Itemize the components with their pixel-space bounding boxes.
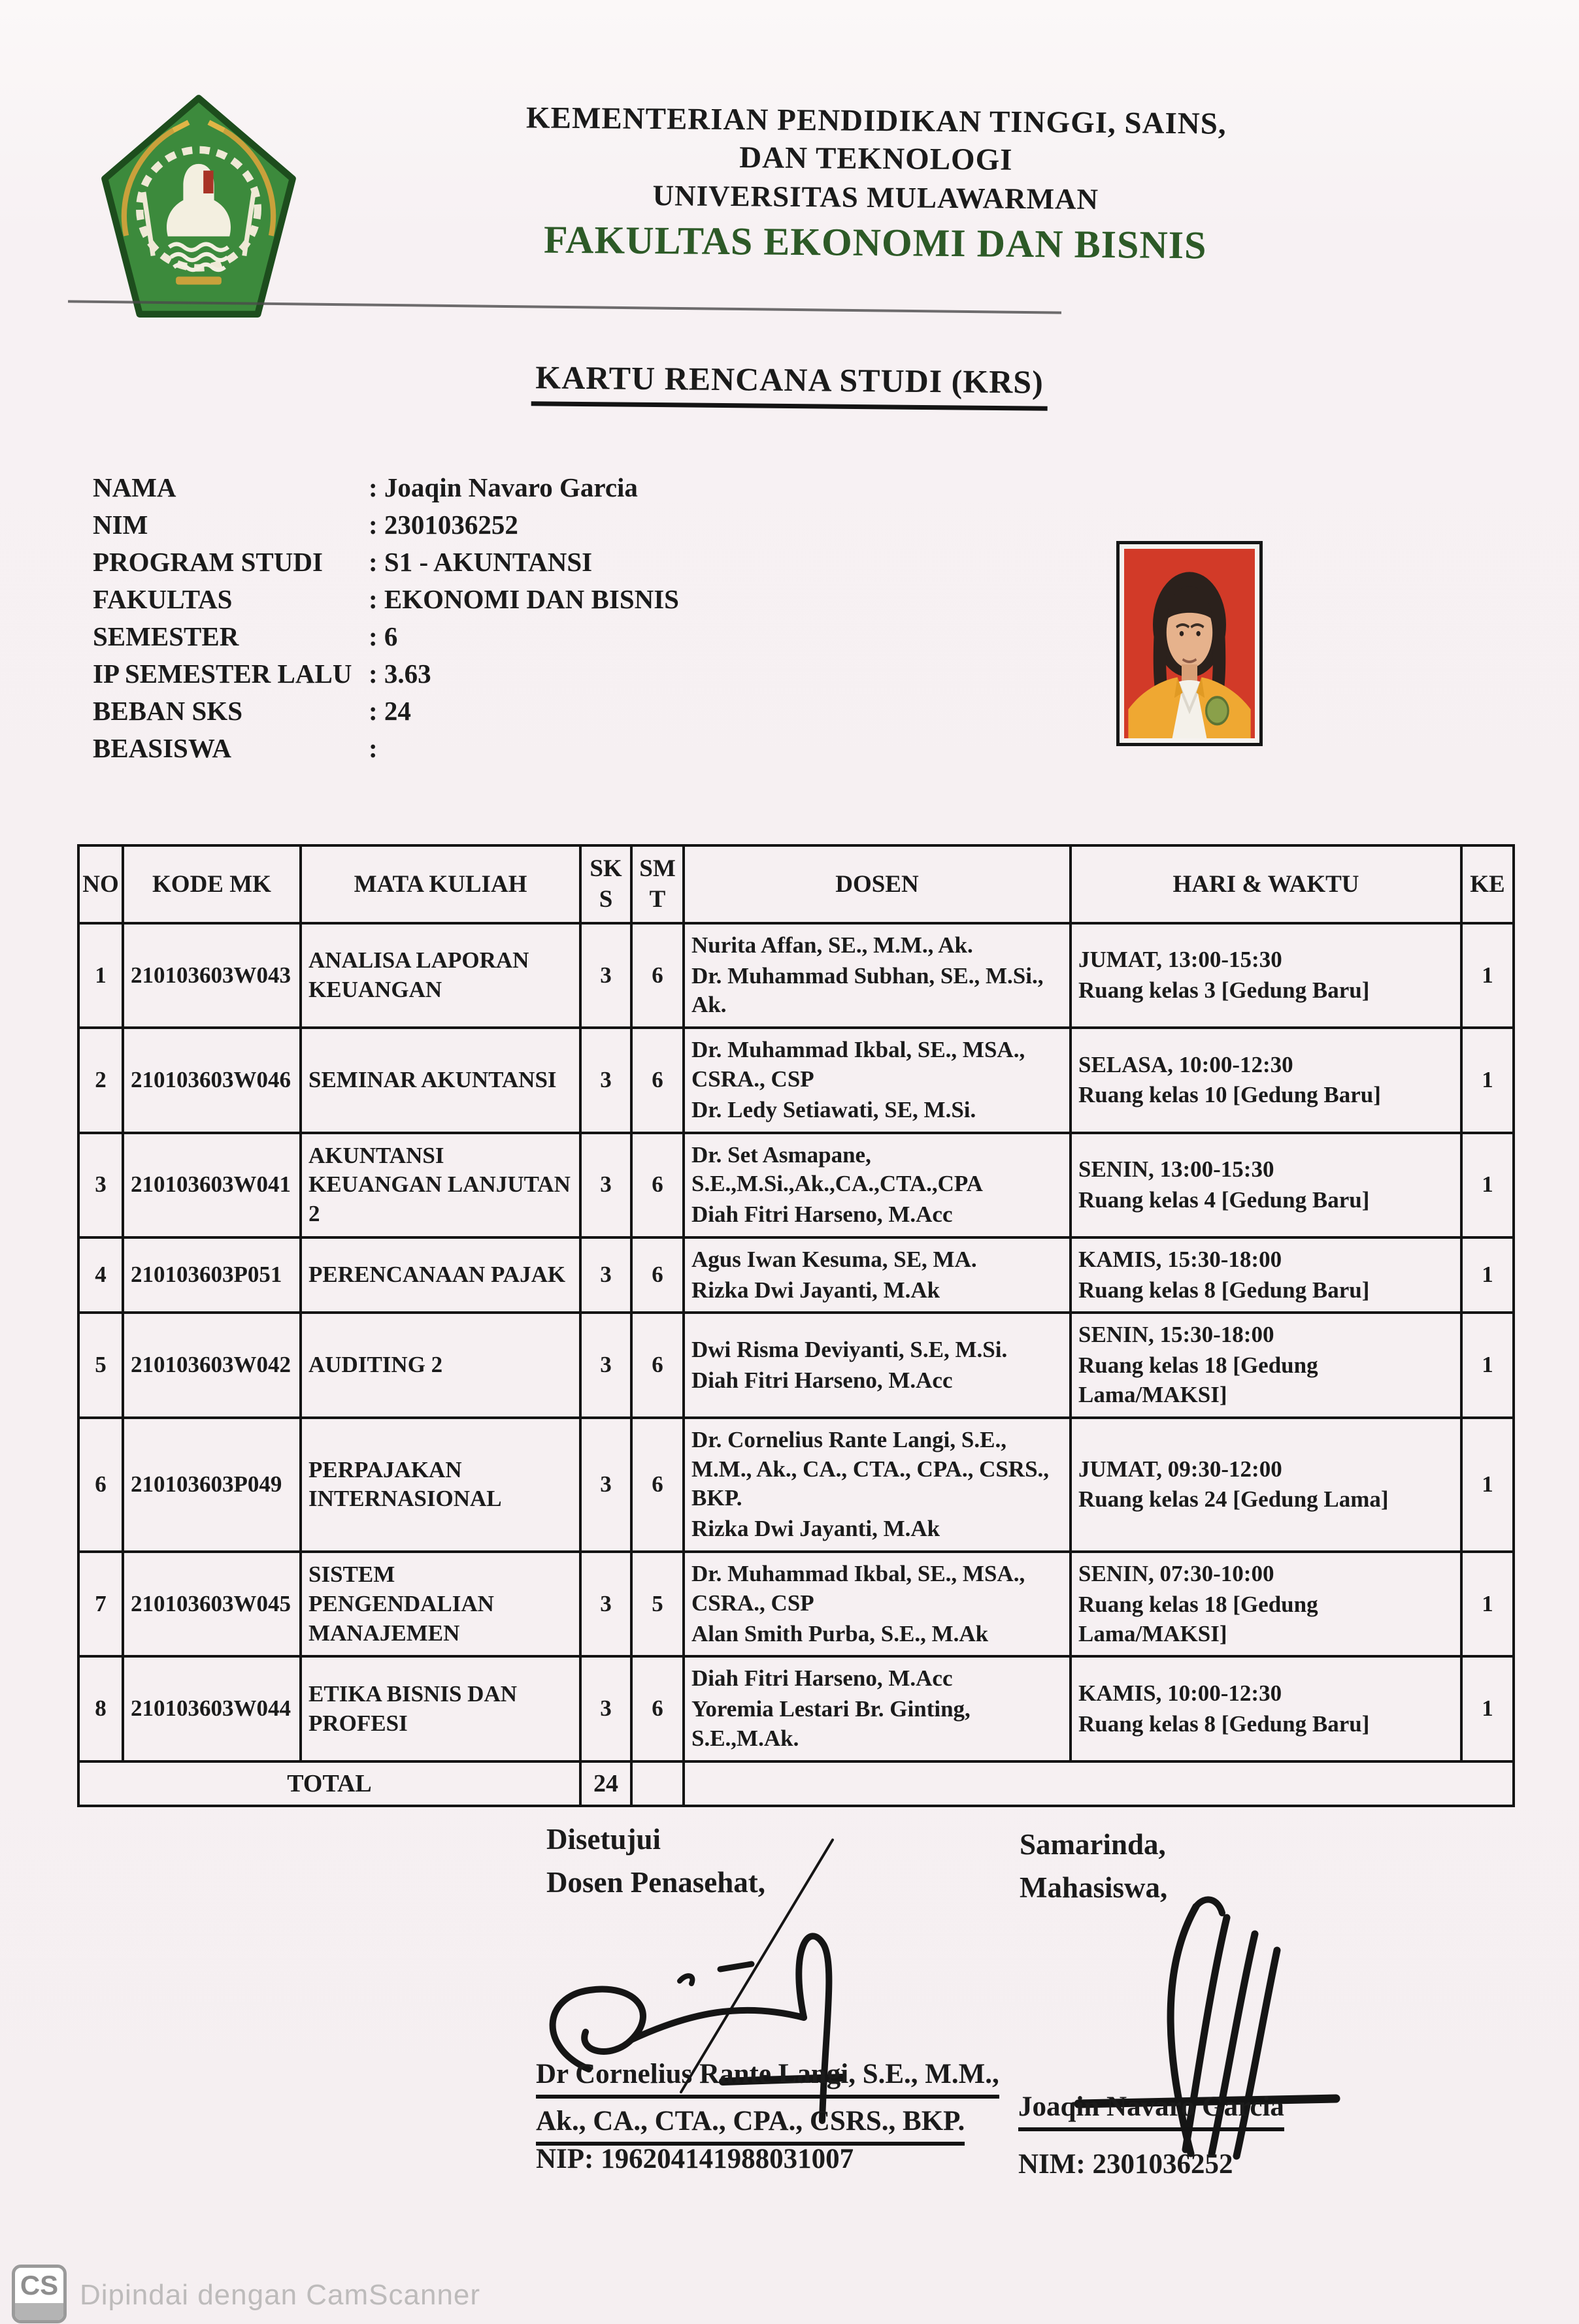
header-no: NO [78,845,123,923]
cell-hari-waktu: JUMAT, 09:30-12:00 Ruang kelas 24 [Gedung Lama] [1071,1418,1461,1552]
cell-kode-mk: 210103603W044 [123,1656,301,1761]
camscanner-watermark: Dipindai dengan CamScanner [80,2279,481,2311]
cell-dosen: Nurita Affan, SE., M.M., Ak. Dr. Muhammad Subhan, SE., M.Si., Ak. [684,923,1071,1028]
cell-dosen: Agus Iwan Kesuma, SE, MA. Rizka Dwi Jayanti, M.Ak [684,1237,1071,1313]
cell-hari-waktu: KAMIS, 10:00-12:30 Ruang kelas 8 [Gedung Baru] [1071,1656,1461,1761]
total-empty-cell [684,1761,1514,1807]
info-value: : 2301036252 [369,510,518,540]
table-header-row [78,845,1514,923]
cell-smt: 6 [631,1237,684,1313]
cell-no: 7 [78,1552,123,1656]
cell-sks: 3 [580,1313,631,1417]
cell-mata-kuliah: PERPAJAKAN INTERNASIONAL [301,1418,580,1552]
cell-sks: 3 [580,1552,631,1656]
cell-kelas: 1 [1461,1552,1514,1656]
student-info-row [93,695,1060,732]
info-label: PROGRAM STUDI [93,547,323,577]
cell-hari-waktu: KAMIS, 15:30-18:00 Ruang kelas 8 [Gedung Baru] [1071,1237,1461,1313]
cell-sks: 3 [580,1237,631,1313]
info-label: BEASISWA [93,733,231,763]
cell-dosen: Dr. Cornelius Rante Langi, S.E., M.M., Ak., CA., CTA., CPA., CSRS., BKP. Rizka Dwi Jayanti, M.Ak [684,1418,1071,1552]
advisor-name [536,2055,1033,2150]
course-row [78,1133,1514,1237]
cell-smt: 5 [631,1552,684,1656]
header-sks: SKS [580,845,631,923]
info-value: : [369,733,378,763]
cell-no: 1 [78,923,123,1028]
cell-hari-waktu: SENIN, 07:30-10:00 Ruang kelas 18 [Gedung Lama/MAKSI] [1071,1552,1461,1656]
cell-kelas: 1 [1461,1656,1514,1761]
cell-smt: 6 [631,1313,684,1417]
header-mata-kuliah: MATA KULIAH [301,845,580,923]
course-row [78,1237,1514,1313]
ministry-line2: DAN TEKNOLOGI [739,140,1013,177]
info-label: FAKULTAS [93,584,233,614]
portrait-photo-icon [1124,549,1255,738]
info-value: : 24 [369,696,411,726]
cell-dosen: Diah Fitri Harseno, M.Acc Yoremia Lestari Br. Ginting, S.E.,M.Ak. [684,1656,1071,1761]
info-label: IP SEMESTER LALU [93,659,352,689]
approved-label: Disetujui [546,1823,661,1856]
cell-mata-kuliah: AUDITING 2 [301,1313,580,1417]
cell-sks: 3 [580,1418,631,1552]
cell-hari-waktu: SELASA, 10:00-12:30 Ruang kelas 10 [Gedung Baru] [1071,1028,1461,1132]
cell-dosen: Dwi Risma Deviyanti, S.E, M.Si. Diah Fitri Harseno, M.Acc [684,1313,1071,1417]
student-info-row [93,732,1060,770]
cell-kode-mk: 210103603W042 [123,1313,301,1417]
cell-no: 3 [78,1133,123,1237]
cell-mata-kuliah: ETIKA BISNIS DAN PROFESI [301,1656,580,1761]
student-info [93,472,1060,770]
city-label: Samarinda, [1020,1828,1166,1861]
cell-mata-kuliah: PERENCANAAN PAJAK [301,1237,580,1313]
cell-hari-waktu: JUMAT, 13:00-15:30 Ruang kelas 3 [Gedung Baru] [1071,923,1461,1028]
info-label: SEMESTER [93,621,239,651]
document-title: KARTU RENCANA STUDI (KRS) [0,353,1579,416]
cell-no: 4 [78,1237,123,1313]
info-value: : EKONOMI DAN BISNIS [369,584,679,614]
header-dosen: DOSEN [684,845,1071,923]
pentagon-seal-icon [98,91,299,323]
cell-no: 6 [78,1418,123,1552]
info-value: : 6 [369,621,398,651]
header-hari-waktu: HARI & WAKTU [1071,845,1461,923]
krs-table-body [78,923,1514,1761]
cell-smt: 6 [631,923,684,1028]
faculty-name: FAKULTAS EKONOMI DAN BISNIS [543,218,1207,267]
camscanner-icon [12,2265,67,2323]
university-name: UNIVERSITAS MULAWARMAN [652,179,1099,216]
cell-kode-mk: 210103603W046 [123,1028,301,1132]
university-logo-icon [98,91,299,321]
cell-dosen: Dr. Set Asmapane, S.E.,M.Si.,Ak.,CA.,CTA.,CPA Diah Fitri Harseno, M.Acc [684,1133,1071,1237]
cell-kode-mk: 210103603W041 [123,1133,301,1237]
student-photo [1116,541,1263,746]
cell-sks: 3 [580,1133,631,1237]
cell-no: 5 [78,1313,123,1417]
course-row [78,1313,1514,1417]
total-sks: 24 [580,1761,631,1807]
cell-hari-waktu: SENIN, 15:30-18:00 Ruang kelas 18 [Gedung Lama/MAKSI] [1071,1313,1461,1417]
cell-smt: 6 [631,1656,684,1761]
cell-no: 8 [78,1656,123,1761]
info-label: NIM [93,510,148,540]
info-value: : 3.63 [369,659,431,689]
student-nim: NIM: 2301036252 [1018,2149,1233,2180]
cell-smt: 6 [631,1133,684,1237]
cell-kelas: 1 [1461,1313,1514,1417]
student-info-row [93,546,1060,583]
cell-kode-mk: 210103603W043 [123,923,301,1028]
cell-mata-kuliah: AKUNTANSI KEUANGAN LANJUTAN 2 [301,1133,580,1237]
advisor-name-line1: Dr Cornelius Rante Langi, S.E., M.M., [536,2055,999,2099]
course-row [78,1656,1514,1761]
cell-kelas: 1 [1461,1418,1514,1552]
student-info-row [93,509,1060,546]
cell-kelas: 1 [1461,1028,1514,1132]
header-kode-mk: KODE MK [123,845,301,923]
header-smt: SMT [631,845,684,923]
student-info-row [93,658,1060,695]
advisor-name-line2: Ak., CA., CTA., CPA., CSRS., BKP. [536,2103,965,2146]
ministry-line1: KEMENTERIAN PENDIDIKAN TINGGI, SAINS, [525,101,1227,141]
student-info-row [93,583,1060,621]
student-info-row [93,621,1060,658]
cell-kode-mk: 210103603W045 [123,1552,301,1656]
advisor-label: Dosen Penasehat, [546,1866,765,1899]
camscanner-badge-bar [15,2303,63,2320]
info-label: NAMA [93,472,176,502]
cell-dosen: Dr. Muhammad Ikbal, SE., MSA., CSRA., CSP Alan Smith Purba, S.E., M.Ak [684,1552,1071,1656]
total-label: TOTAL [78,1761,580,1807]
course-row [78,1418,1514,1552]
cell-sks: 3 [580,1028,631,1132]
course-row [78,1552,1514,1656]
course-row [78,1028,1514,1132]
student-label: Mahasiswa, [1020,1871,1168,1904]
total-row [78,1761,1514,1807]
total-smt-cell [631,1761,684,1807]
cell-kelas: 1 [1461,1133,1514,1237]
cell-dosen: Dr. Muhammad Ikbal, SE., MSA., CSRA., CSP Dr. Ledy Setiawati, SE, M.Si. [684,1028,1071,1132]
course-row [78,923,1514,1028]
krs-table [77,844,1515,1807]
cell-kelas: 1 [1461,923,1514,1028]
info-value: : S1 - AKUNTANSI [369,547,593,577]
cell-mata-kuliah: ANALISA LAPORAN KEUANGAN [301,923,580,1028]
letterhead [352,97,1399,272]
student-name: Joaqin Navaro Garcia [1018,2088,1515,2135]
info-label: BEBAN SKS [93,696,243,726]
cell-kode-mk: 210103603P051 [123,1237,301,1313]
cell-mata-kuliah: SEMINAR AKUNTANSI [301,1028,580,1132]
cell-kelas: 1 [1461,1237,1514,1313]
cell-no: 2 [78,1028,123,1132]
cell-smt: 6 [631,1028,684,1132]
cell-sks: 3 [580,1656,631,1761]
cell-kode-mk: 210103603P049 [123,1418,301,1552]
cell-sks: 3 [580,923,631,1028]
cell-mata-kuliah: SISTEM PENGENDALIAN MANAJEMEN [301,1552,580,1656]
header-kelas: KE [1461,845,1514,923]
advisor-nip: NIP: 196204141988031007 [536,2144,854,2174]
camscanner-badge-letters: CS [20,2270,59,2300]
cell-smt: 6 [631,1418,684,1552]
cell-hari-waktu: SENIN, 13:00-15:30 Ruang kelas 4 [Gedung Baru] [1071,1133,1461,1237]
student-info-row [93,472,1060,509]
info-value: : Joaqin Navaro Garcia [369,472,638,502]
